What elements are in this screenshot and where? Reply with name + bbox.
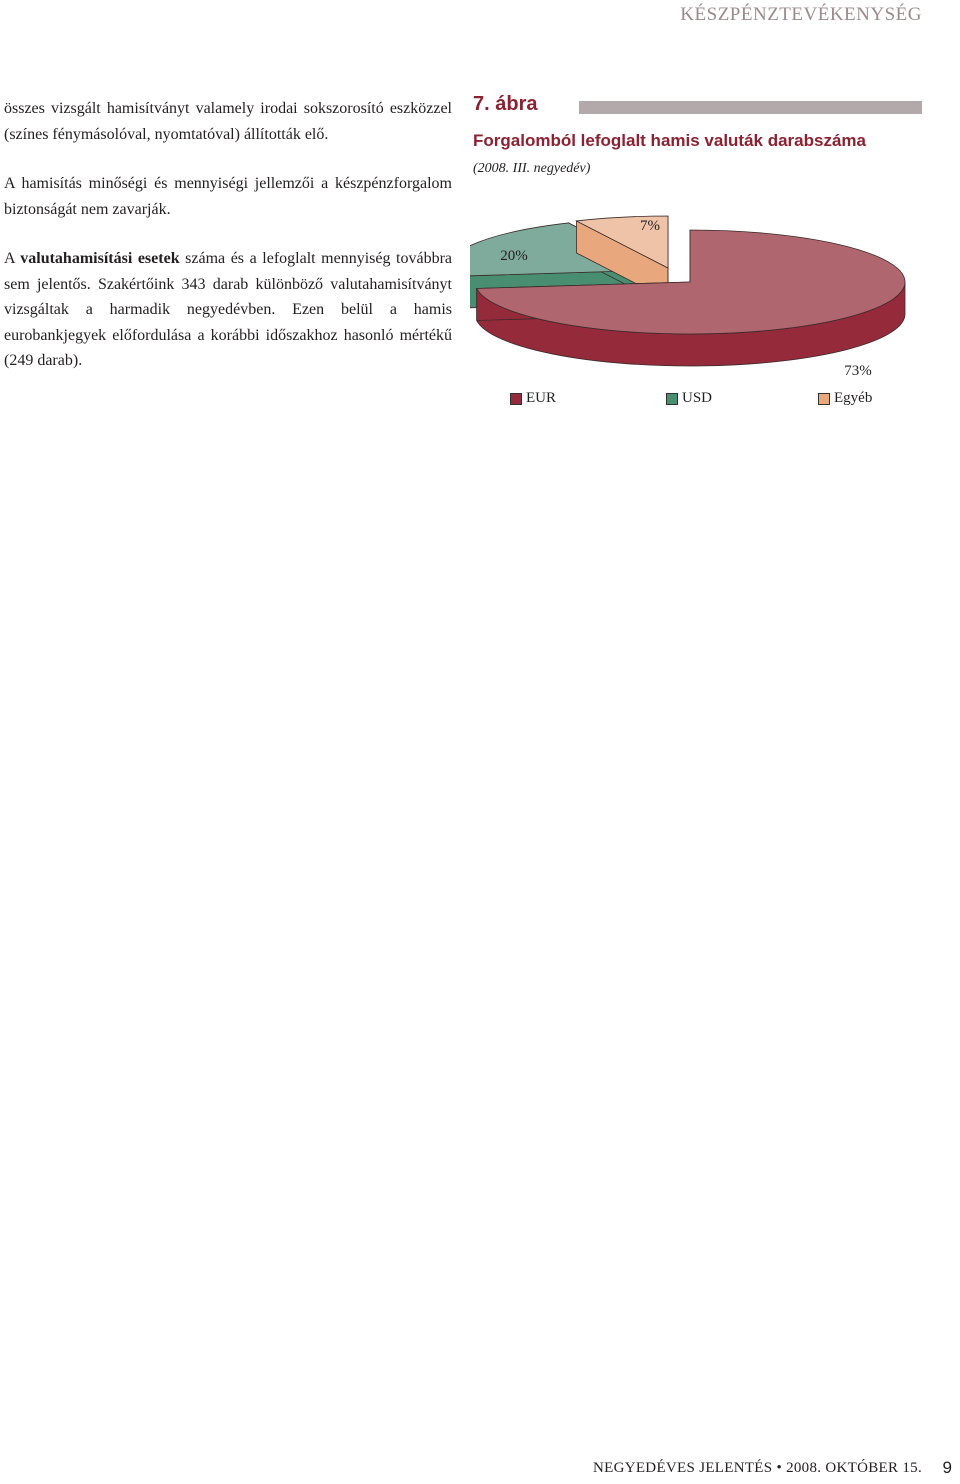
pie-label-eur: 73% [844, 363, 872, 379]
legend-item-eur [510, 390, 556, 407]
legend-swatch-eur [510, 393, 522, 405]
legend-label-usd: USD [682, 390, 713, 406]
paragraph-1: összes vizsgált hamisítványt valamely irodai sokszorosító eszközzel (színes fénymásolóval, nyomtatóval) állították elő. [4, 100, 452, 143]
pie-label-usd: 20% [500, 248, 528, 264]
pie-chart [470, 205, 910, 385]
figure-title: Forgalomból lefoglalt hamis valuták darabszáma [473, 131, 866, 150]
legend-swatch-other [818, 393, 830, 405]
figure-subtitle: (2008. III. negyedév) [473, 161, 591, 176]
figure-number: 7. ábra [473, 93, 538, 115]
legend-item-other [818, 390, 872, 407]
pie-label-egyéb: 7% [640, 218, 660, 234]
paragraph-3-bold: valutahamisítási esetek [20, 250, 180, 267]
running-head: KÉSZPÉNZTEVÉKENYSÉG [680, 4, 922, 25]
paragraph-3-rest: száma és a lefoglalt mennyiség továbbra sem jelentős. Szakértőink 343 darab különböző valutahamisítványt vizsgáltak a harmadik negyedévben. Ezen belül a hamis eurobankjegyek előfordulása a korábbi időszakhoz hasonló mértékű (249 darab). [4, 250, 453, 369]
legend-item-usd [666, 390, 712, 407]
paragraph-3 [4, 246, 452, 374]
paragraph-2: A hamisítás minőségi és mennyiségi jellemzői a készpénzforgalom biztonságát nem zavarják. [4, 175, 452, 218]
paragraph-3-start: A [4, 250, 21, 267]
legend-swatch-usd [666, 393, 678, 405]
legend-label-other: Egyéb [834, 390, 873, 406]
figure-title-bar [579, 101, 922, 114]
page-number: 9 [942, 1458, 952, 1477]
footer: NEGYEDÉVES JELENTÉS • 2008. OKTÓBER 15. [592, 1460, 922, 1476]
legend-label-eur: EUR [526, 390, 556, 406]
